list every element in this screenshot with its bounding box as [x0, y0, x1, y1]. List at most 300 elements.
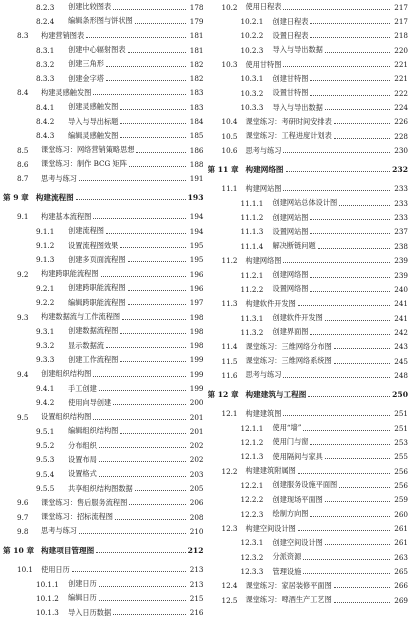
toc-entry-title: 设置甘特图 — [272, 88, 309, 98]
toc-page-number: 200 — [189, 398, 204, 408]
toc-entry — [208, 86, 409, 100]
toc-dot-leader — [334, 363, 390, 364]
toc-entry — [3, 439, 204, 453]
toc-page-number: 261 — [394, 524, 408, 534]
toc-entry — [3, 43, 204, 57]
toc-entry-title: 编辑灵感触发图 — [68, 130, 119, 140]
toc-entry — [3, 238, 204, 252]
toc-entry-number: 8.6 — [17, 159, 29, 169]
toc-dot-leader — [298, 530, 390, 531]
toc-dot-leader — [113, 9, 185, 10]
toc-page-number: 181 — [189, 31, 204, 41]
toc-page-number: 195 — [189, 241, 204, 251]
toc-column-right — [208, 0, 409, 620]
toc-dot-leader — [135, 490, 186, 491]
toc-entry — [3, 338, 204, 352]
toc-entry-number: 8.3 — [17, 31, 29, 41]
toc-page-number: 196 — [189, 283, 204, 293]
toc-page-number: 213 — [189, 579, 204, 589]
toc-entry-number: 12.1.1 — [240, 423, 264, 433]
toc-entry — [3, 510, 204, 524]
toc-entry — [208, 507, 409, 521]
toc-entry-title: 课堂练习：网络营销策略思想 — [41, 145, 135, 155]
toc-dot-leader — [318, 248, 390, 249]
toc-entry-title: 手工创建 — [68, 383, 97, 393]
toc-dot-leader — [96, 552, 185, 553]
toc-entry-title: 构建空间设计图 — [245, 523, 296, 533]
toc-entry — [3, 253, 204, 267]
toc-entry-title: 设置格式 — [68, 469, 97, 479]
toc-page-number: 256 — [394, 480, 408, 490]
toc-dot-leader — [310, 23, 390, 24]
toc-entry — [208, 464, 409, 478]
toc-entry-title: 创建金字塔 — [68, 73, 104, 83]
toc-entry-title: 课堂练习：家居装修平面图 — [245, 580, 332, 590]
toc-dot-leader — [283, 190, 390, 191]
toc-entry-number: 12.1 — [221, 409, 238, 419]
toc-entry — [3, 129, 204, 143]
toc-page-number: 224 — [394, 103, 408, 113]
toc-entry — [208, 435, 409, 449]
toc-dot-leader — [283, 9, 390, 10]
toc-entry-number: 第 9 章 — [3, 193, 29, 203]
toc-page-number: 202 — [189, 455, 204, 465]
toc-entry-number: 10.3.2 — [240, 88, 264, 98]
toc-dot-leader — [120, 361, 185, 362]
toc-entry — [208, 564, 409, 578]
toc-entry — [208, 450, 409, 464]
toc-entry-title: 创建工作流程图 — [68, 354, 119, 364]
toc-entry-number: 12.1.2 — [240, 437, 264, 447]
toc-entry — [3, 424, 204, 438]
toc-entry — [3, 210, 204, 224]
toc-entry — [208, 311, 409, 325]
toc-page-number: 217 — [394, 2, 408, 12]
toc-entry-title: 创建比较图表 — [68, 2, 112, 12]
toc-entry-number: 11.1.1 — [240, 198, 264, 208]
toc-page-number: 182 — [189, 74, 204, 84]
toc-page-number: 221 — [394, 60, 408, 70]
toc-dot-leader — [93, 376, 185, 377]
toc-dot-leader — [120, 137, 185, 138]
toc-dot-leader — [128, 52, 186, 53]
toc-entry-number: 12.1.3 — [240, 452, 264, 462]
toc-page-number: 222 — [394, 88, 408, 98]
toc-page-number: 266 — [394, 581, 408, 591]
toc-dot-leader — [79, 533, 186, 534]
toc-dot-leader — [93, 419, 185, 420]
toc-page-number: 259 — [394, 495, 408, 505]
toc-dot-leader — [325, 52, 390, 53]
toc-entry-number: 11.2.1 — [240, 270, 264, 280]
toc-entry — [208, 536, 409, 550]
toc-dot-leader — [120, 109, 185, 110]
toc-entry-title: 构建建筑附属图 — [245, 466, 296, 476]
toc-entry-number: 10.1.1 — [36, 579, 59, 589]
toc-entry-number: 9.4.2 — [36, 398, 55, 408]
toc-entry — [208, 129, 409, 143]
toc-dot-leader — [334, 138, 390, 139]
toc-dot-leader — [310, 233, 390, 234]
toc-entry-number: 8.5 — [17, 145, 29, 155]
toc-entry-number: 8.4.2 — [36, 117, 55, 127]
toc-dot-leader — [129, 166, 186, 167]
toc-dot-leader — [86, 37, 185, 38]
toc-entry-number: 11.3.2 — [240, 327, 264, 337]
toc-page-number: 239 — [394, 270, 408, 280]
toc-dot-leader — [303, 573, 390, 574]
toc-entry-number: 10.6 — [221, 146, 238, 156]
toc-entry — [208, 254, 409, 268]
toc-entry-number: 10.5 — [221, 131, 238, 141]
toc-entry-number: 9.7 — [17, 512, 29, 522]
toc-entry-title: 导入与导出标题 — [68, 116, 119, 126]
toc-entry-number: 11.6 — [221, 370, 238, 380]
toc-dot-leader — [286, 171, 390, 172]
toc-entry-title: 导入日历数据 — [68, 607, 112, 617]
toc-page-number: 183 — [189, 102, 204, 112]
toc-entry-title: 管理设施 — [272, 566, 302, 576]
toc-entry-number: 11.1.2 — [240, 213, 264, 223]
toc-entry — [208, 268, 409, 282]
toc-page-number: 210 — [189, 526, 204, 536]
toc-page-number: 226 — [394, 117, 408, 127]
toc-entry-title: 编辑跨职能流程图 — [68, 297, 126, 307]
toc-entry-title: 思考与练习 — [41, 173, 77, 183]
toc-entry-number: 11.1.4 — [240, 241, 264, 251]
toc-entry — [208, 282, 409, 296]
toc-entry-number: 第 10 章 — [3, 546, 35, 556]
toc-page-number: 233 — [394, 198, 408, 208]
toc-dot-leader — [113, 404, 185, 405]
toc-entry — [208, 521, 409, 535]
toc-entry-title: 编辑日历 — [68, 593, 97, 603]
toc-page-number: 198 — [189, 312, 204, 322]
toc-entry — [208, 115, 409, 129]
toc-entry-number: 8.4 — [17, 88, 29, 98]
toc-entry — [208, 493, 409, 507]
toc-entry — [208, 57, 409, 71]
toc-page-number: 263 — [394, 552, 408, 562]
toc-entry-title: 创建中心辐射图表 — [68, 45, 126, 55]
toc-entry-number: 9.2.1 — [36, 283, 55, 293]
toc-entry-title: 构建网络图 — [245, 165, 284, 175]
toc-dot-leader — [310, 80, 390, 81]
toc-entry — [3, 172, 204, 186]
toc-entry-title: 创建日历 — [68, 579, 97, 588]
toc-entry-title: 构建网站图 — [245, 183, 282, 193]
toc-entry-title: 创建服务设施平面图 — [272, 480, 338, 490]
toc-entry — [208, 225, 409, 239]
toc-dot-leader — [310, 516, 390, 517]
toc-entry-title: 设置组织结构图 — [41, 412, 92, 422]
toc-dot-leader — [120, 123, 185, 124]
toc-entry-title: 课堂练习：售后服务流程图 — [41, 497, 128, 507]
toc-page-number: 260 — [394, 509, 408, 519]
toc-entry-title: 编辑组织结构图 — [68, 426, 119, 436]
toc-dot-leader — [93, 94, 185, 95]
toc-dot-leader — [99, 447, 186, 448]
toc-entry — [3, 281, 204, 295]
toc-page-number: 216 — [189, 608, 204, 618]
toc-entry — [208, 210, 409, 224]
toc-entry-number: 11.1.3 — [240, 227, 264, 237]
toc-page-number: 232 — [392, 165, 408, 175]
toc-page-number: 248 — [394, 370, 408, 380]
toc-entry-title: 使用日历 — [41, 564, 70, 574]
toc-column-left — [3, 0, 204, 620]
toc-entry-title: 创建日程表 — [272, 16, 309, 26]
toc-dot-leader — [99, 600, 186, 601]
toc-entry-title: 使用日程表 — [245, 2, 282, 12]
toc-entry-number: 9.5 — [17, 412, 29, 422]
toc-entry-title: 设置流程图效果 — [68, 240, 119, 250]
toc-page-number: 191 — [189, 174, 204, 184]
toc-entry — [3, 100, 204, 114]
toc-page-number: 197 — [189, 298, 204, 308]
toc-entry-title: 创建软件开发图 — [272, 313, 323, 323]
toc-entry-title: 构建数据流与工作流程图 — [41, 312, 121, 322]
toc-dot-leader — [334, 348, 390, 349]
toc-entry-title: 分布组织 — [68, 440, 97, 450]
toc-page-number: 251 — [394, 409, 408, 419]
toc-entry-number: 9.5.3 — [36, 455, 55, 465]
toc-entry — [208, 478, 409, 492]
toc-dot-leader — [113, 614, 185, 615]
toc-entry — [3, 71, 204, 85]
toc-entry-number: 9.1 — [17, 212, 29, 222]
toc-entry-title: 创建多页面流程图 — [68, 254, 126, 264]
toc-dot-leader — [334, 587, 390, 588]
toc-entry — [3, 524, 204, 538]
toc-entry — [3, 496, 204, 510]
toc-entry-number: 第 11 章 — [207, 165, 239, 175]
toc-chapter-entry — [3, 186, 204, 210]
toc-entry-title: 构建基本流程图 — [41, 211, 92, 221]
toc-entry-number: 8.2.3 — [36, 2, 55, 12]
toc-dot-leader — [325, 544, 390, 545]
toc-dot-leader — [283, 152, 390, 153]
toc-page-number: 233 — [394, 184, 408, 194]
toc-entry-title: 创建甘特图 — [272, 73, 309, 83]
toc-entry-number: 10.3.1 — [240, 74, 264, 84]
toc-entry-number: 9.6 — [17, 498, 29, 508]
toc-entry-number: 12.3 — [221, 524, 238, 534]
toc-entry-title: 创建跨职能流程图 — [68, 283, 126, 293]
toc-entry-number: 9.4 — [17, 369, 29, 379]
toc-entry-number: 11.3 — [221, 299, 238, 309]
toc-entry — [3, 324, 204, 338]
toc-entry-title: 设置网站图 — [272, 226, 309, 236]
toc-entry-title: 创建流程图 — [68, 226, 104, 236]
toc-dot-leader — [334, 123, 390, 124]
toc-dot-leader — [339, 205, 390, 206]
toc-entry-title: 设置日程表 — [272, 30, 309, 40]
toc-entry — [208, 368, 409, 382]
toc-dot-leader — [122, 319, 185, 320]
toc-dot-leader — [120, 433, 185, 434]
toc-page-number: 208 — [189, 512, 204, 522]
toc-page-number: 202 — [189, 441, 204, 451]
toc-dot-leader — [99, 476, 186, 477]
toc-page-number: 178 — [189, 2, 204, 12]
toc-dot-leader — [93, 218, 185, 219]
toc-entry-title: 构建跨职能流程图 — [41, 269, 99, 279]
toc-entry — [208, 100, 409, 114]
toc-entry-title: 创建空间设计图 — [272, 537, 323, 547]
toc-entry-number: 9.1.1 — [36, 226, 55, 236]
toc-entry-number: 10.2.1 — [240, 17, 264, 27]
toc-entry-number: 10.1.3 — [36, 608, 59, 618]
toc-entry-number: 8.7 — [17, 174, 29, 184]
toc-entry — [3, 563, 204, 577]
toc-entry-title: 导入与导出数据 — [272, 102, 323, 112]
toc-entry — [208, 579, 409, 593]
toc-dot-leader — [298, 305, 390, 306]
toc-dot-leader — [325, 320, 390, 321]
toc-entry — [3, 367, 204, 381]
toc-dot-leader — [283, 66, 390, 67]
toc-entry-title: 构建建筑与工程图 — [245, 390, 307, 400]
toc-page-number: 239 — [394, 256, 408, 266]
toc-entry-title: 课堂练习：制作 BCG 矩阵 — [41, 159, 127, 169]
toc-page-number: 256 — [394, 466, 408, 476]
toc-entry-number: 9.3 — [17, 312, 29, 322]
toc-page-number: 201 — [189, 426, 204, 436]
toc-entry — [3, 353, 204, 367]
toc-page-number: 203 — [189, 469, 204, 479]
toc-entry-title: 课堂练习：工程进度计划表 — [245, 131, 332, 141]
toc-page-number: 251 — [394, 423, 408, 433]
toc-entry-title: 思考与练习 — [41, 526, 77, 536]
toc-entry — [3, 310, 204, 324]
toc-page-number: 253 — [394, 437, 408, 447]
toc-dot-leader — [310, 291, 390, 292]
toc-entry-number: 12.3.1 — [240, 538, 264, 548]
toc-entry — [3, 157, 204, 171]
toc-entry-number: 10.3.3 — [240, 103, 264, 113]
toc-entry-title: 课堂练习：三维网络系统图 — [245, 356, 332, 366]
toc-chapter-entry — [208, 383, 409, 407]
toc-entry-title: 思考与练习 — [245, 145, 282, 155]
toc-entry-number: 8.4.1 — [36, 102, 55, 112]
toc-page-number: 196 — [189, 269, 204, 279]
toc-dot-leader — [303, 559, 390, 560]
toc-entry — [3, 467, 204, 481]
toc-page-number: 188 — [189, 159, 204, 169]
toc-dot-leader — [283, 415, 390, 416]
toc-dot-leader — [106, 233, 186, 234]
toc-entry-number: 10.2.2 — [240, 31, 264, 41]
toc-page-number: 217 — [394, 17, 408, 27]
toc-entry-title: 创建灵感触发图 — [68, 102, 119, 112]
toc-dot-leader — [106, 80, 186, 81]
toc-entry-number: 9.3.3 — [36, 355, 55, 365]
toc-dot-leader — [99, 461, 186, 462]
toc-page-number: 194 — [189, 212, 204, 222]
toc-entry — [3, 453, 204, 467]
toc-page-number: 201 — [189, 412, 204, 422]
toc-entry — [208, 239, 409, 253]
toc-entry-title: 创建组织结构图 — [41, 369, 92, 379]
toc-page-number: 194 — [189, 226, 204, 236]
toc-entry-number: 11.3.1 — [240, 313, 264, 323]
toc-entry-number: 9.4.1 — [36, 384, 55, 393]
toc-page-number: 179 — [189, 16, 204, 26]
toc-entry-title: 课堂练习：考研时间安排表 — [245, 116, 332, 126]
toc-dot-leader — [76, 199, 186, 200]
toc-entry-number: 11.4 — [221, 342, 238, 352]
toc-entry — [3, 591, 204, 605]
toc-entry-title: 构建流程图 — [35, 193, 74, 203]
toc-entry-title: 构建建筑图 — [245, 408, 282, 418]
toc-page-number: 242 — [394, 327, 408, 337]
toc-entry-title: 使用隔间与家具 — [272, 451, 323, 461]
toc-dot-leader — [339, 487, 390, 488]
toc-entry-number: 9.5.4 — [36, 469, 55, 479]
toc-page-number: 212 — [187, 546, 204, 556]
toc-dot-leader — [120, 333, 185, 334]
toc-entry — [208, 340, 409, 354]
toc-dot-leader — [120, 247, 185, 248]
toc-entry — [3, 296, 204, 310]
toc-entry-title: 设置网络图 — [272, 284, 309, 294]
toc-entry-number: 12.2 — [221, 466, 238, 476]
toc-entry — [208, 550, 409, 564]
toc-page-number: 261 — [394, 538, 408, 548]
toc-entry-number: 9.5.2 — [36, 441, 55, 451]
toc-entry — [208, 0, 409, 14]
toc-entry — [208, 421, 409, 435]
toc-entry — [208, 14, 409, 28]
toc-entry-number: 8.3.1 — [36, 45, 55, 55]
toc-page-number: 228 — [394, 131, 408, 141]
toc-entry-number: 9.3.1 — [36, 326, 55, 336]
toc-entry — [3, 481, 204, 495]
toc-dot-leader — [99, 586, 186, 587]
toc-entry-number: 9.3.2 — [36, 341, 55, 351]
toc-entry-title: 创建数据流程图 — [68, 326, 119, 336]
toc-dot-leader — [303, 430, 390, 431]
toc-entry-title: 课堂练习：招标流程图 — [41, 512, 113, 522]
toc-entry — [208, 43, 409, 57]
toc-page-number: 186 — [189, 145, 204, 155]
toc-dot-leader — [128, 304, 186, 305]
toc-page-number: 240 — [394, 284, 408, 294]
toc-entry-number: 11.2 — [221, 256, 238, 266]
toc-dot-leader — [128, 261, 186, 262]
toc-page-number: 199 — [189, 355, 204, 365]
toc-entry-number: 12.4 — [221, 581, 238, 591]
toc-dot-leader — [106, 347, 186, 348]
toc-page-number: 213 — [189, 565, 204, 575]
toc-entry-title: 编辑条形图与饼状图 — [68, 16, 133, 26]
toc-page-number: 206 — [189, 498, 204, 508]
toc-entry-number: 8.2.4 — [36, 16, 55, 26]
toc-entry-title: 分派资源 — [272, 552, 302, 562]
toc-entry-title: 共享组织结构图数据 — [68, 483, 133, 493]
toc-entry-number: 11.2.2 — [240, 284, 264, 294]
toc-page-number: 243 — [394, 342, 408, 352]
toc-entry — [208, 72, 409, 86]
toc-entry — [3, 381, 204, 395]
toc-dot-leader — [310, 37, 390, 38]
toc-entry — [208, 325, 409, 339]
toc-entry — [3, 267, 204, 281]
toc-entry-number: 10.1 — [17, 565, 34, 575]
toc-entry — [3, 224, 204, 238]
toc-entry-title: 构建灵感触发图 — [41, 87, 92, 97]
